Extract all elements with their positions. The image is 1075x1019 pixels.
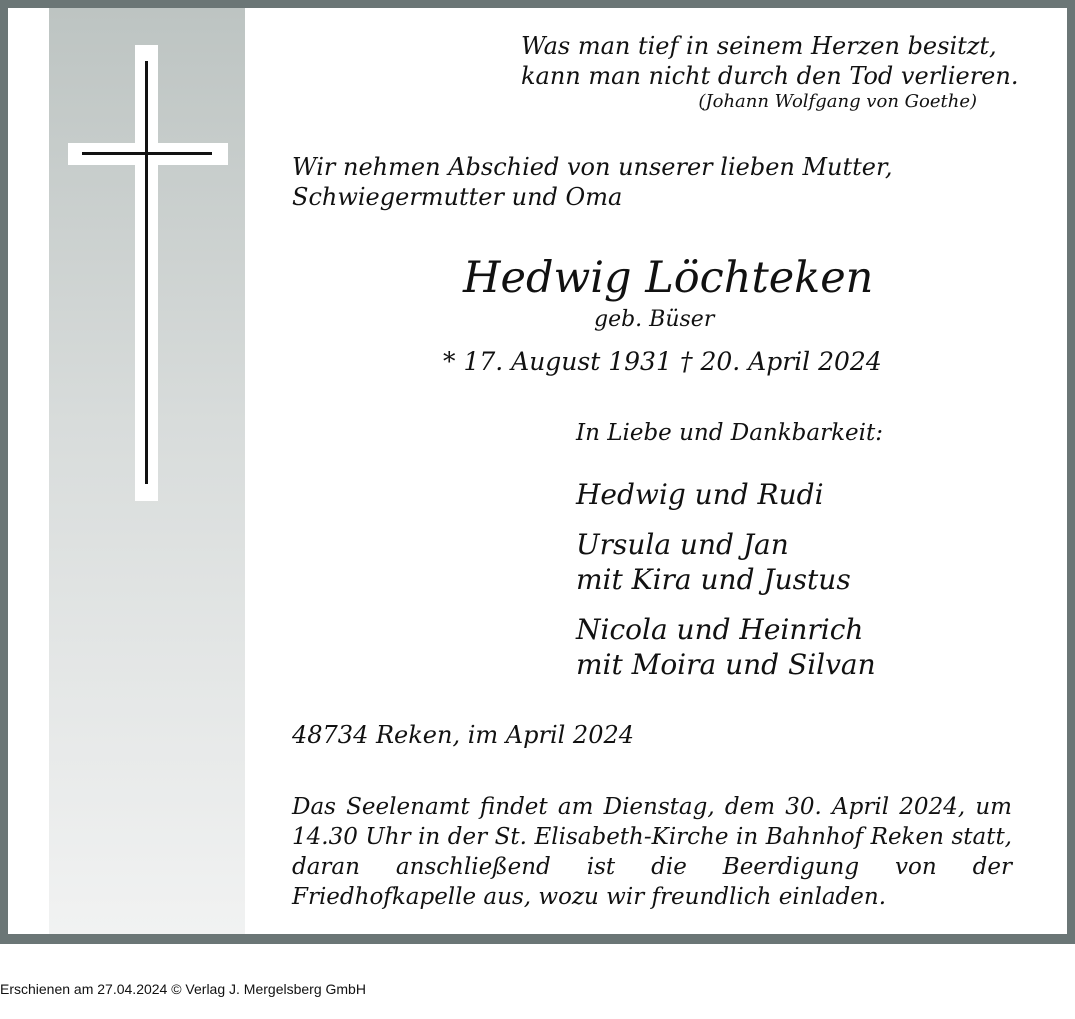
mourners-heading: In Liebe und Dankbarkeit: <box>576 420 883 446</box>
mourner-line: mit Moira und Silvan <box>576 648 876 681</box>
place-date: 48734 Reken, im April 2024 <box>292 721 634 749</box>
maiden-name: geb. Büser <box>594 307 715 332</box>
mourner-line: Ursula und Jan <box>576 528 789 561</box>
mourner-line: Nicola und Heinrich <box>576 613 864 646</box>
mourner-line: mit Kira und Justus <box>576 563 851 596</box>
birth-date: * 17. August 1931 <box>443 347 672 376</box>
quote-line-1: Was man tief in seinem Herzen besitzt, <box>521 32 997 60</box>
quote-author: (Johann Wolfgang von Goethe) <box>698 91 977 112</box>
publication-footer: Erschienen am 27.04.2024 © Verlag J. Mergelsberg GmbH <box>0 981 366 997</box>
death-date: † 20. April 2024 <box>680 347 882 376</box>
quote-line-2: kann man nicht durch den Tod verlieren. <box>521 62 1019 90</box>
mourner-line: Hedwig und Rudi <box>576 478 824 511</box>
service-announcement: Das Seelenamt findet am Dienstag, dem 30. April 2024, um 14.30 Uhr in der St. Elisabeth-Kirche in Bahnhof Reken statt, daran anschließend ist die Beerdigung von der Friedhofkapelle aus, wozu wir freundlich einladen. <box>292 794 1012 910</box>
deceased-name: Hedwig Löchteken <box>463 253 874 303</box>
obituary-card <box>8 8 1067 934</box>
intro-line-2: Schwiegermutter und Oma <box>292 183 623 211</box>
intro-line-1: Wir nehmen Abschied von unserer lieben Mutter, <box>292 153 893 181</box>
